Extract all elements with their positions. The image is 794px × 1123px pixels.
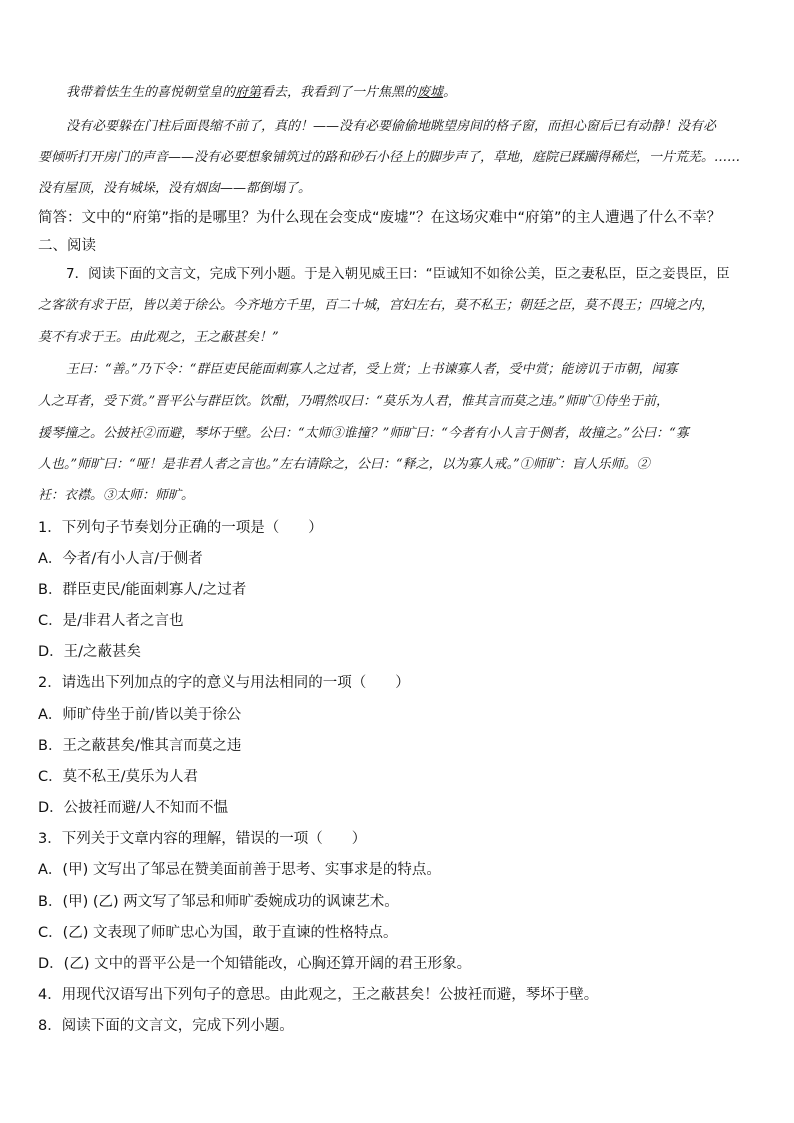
underlined-word-feixu: 废墟 — [417, 85, 444, 100]
passage-line: 没有必要躲在门柱后面畏缩不前了，真的！——没有必要偷偷地眺望房间的格子窗，而担心窗后已有动静！没有必 — [66, 119, 717, 134]
passage-line: 没有屋顶，没有城垛，没有烟囱——都倒塌了。 — [38, 181, 312, 196]
q7-passage2-line: 人也。”师旷曰：“哑！是非君人者之言也。”左右请除之，公曰：“释之，以为寡人戒。”①师旷：盲人乐师。② — [38, 457, 650, 472]
q7-line: 之客欲有求于臣，皆以美于徐公。今齐地方千里，百二十城，宫妇左右，莫不私王；朝廷之臣，莫不畏王；四境之内， — [38, 298, 715, 313]
section-heading: 二、阅读 — [38, 238, 96, 254]
text-segment: 。 — [443, 85, 457, 100]
option-3c: C．(乙) 文表现了师旷忠心为国，敢于直谏的性格特点。 — [38, 925, 398, 941]
q7-passage2-line: 援琴撞之。公披衽②而避，琴坏于壁。公曰：“太师③谁撞？”师旷曰：“今者有小人言于侧者，故撞之。”公曰：“寡 — [38, 426, 689, 441]
short-answer-question: 简答：文中的“府第”指的是哪里？为什么现在会变成“废墟”？在这场灾难中“府第”的主人遭遇了什么不幸？ — [38, 210, 722, 226]
text-segment: 看去，我看到了一片焦黑的 — [261, 85, 418, 100]
passage-paragraph-1 — [66, 81, 456, 100]
underlined-word-fudi: 府第 — [235, 85, 262, 100]
option-1d: D．王/之蔽甚矣 — [38, 644, 142, 660]
question-1: 1．下列句子节奏划分正确的一项是（ ） — [38, 520, 323, 536]
option-3a: A．(甲) 文写出了邹忌在赞美面前善于思考、实事求是的特点。 — [38, 862, 441, 878]
option-1b: B．群臣吏民/能面刺寡人/之过者 — [38, 582, 247, 598]
question-3: 3．下列关于文章内容的理解，错误的一项（ ） — [38, 831, 367, 847]
q7-line: 7．阅读下面的文言文，完成下列小题。于是入朝见威王曰：“臣诚知不如徐公美，臣之妻私臣，臣之妾畏臣，臣 — [66, 266, 730, 282]
option-3d: D．(乙) 文中的晋平公是一个知错能改，心胸还算开阔的君王形象。 — [38, 956, 472, 972]
question-8: 8．阅读下面的文言文，完成下列小题。 — [38, 1018, 294, 1034]
passage-line: 要倾听打开房门的声音——没有必要想象铺筑过的路和砂石小径上的脚步声了，草地，庭院已蹂躏得稀烂，一片荒芜。…… — [38, 150, 741, 165]
option-1a: A．今者/有小人言/于侧者 — [38, 551, 203, 567]
option-2a: A．师旷侍坐于前/皆以美于徐公 — [38, 707, 242, 723]
option-2d: D．公披衽而避/人不知而不愠 — [38, 800, 229, 816]
q7-line: 莫不有求于王。由此观之，王之蔽甚矣！” — [38, 330, 279, 345]
q7-passage2-line: 人之耳者，受下赏。”晋平公与群臣饮。饮酣，乃喟然叹曰：“莫乐为人君，惟其言而莫之违。”师旷①侍坐于前， — [38, 394, 669, 409]
question-4: 4．用现代汉语写出下列句子的意思。由此观之，王之蔽甚矣！公披衽而避，琴坏于壁。 — [38, 987, 599, 1003]
option-1c: C．是/非君人者之言也 — [38, 613, 184, 629]
q7-passage2-line: 衽：衣襟。③太师：师旷。 — [38, 488, 195, 503]
text-segment: 我带着怯生生的喜悦朝堂皇的 — [66, 85, 236, 100]
q7-passage2-line: 王曰：“善。”乃下令：“群臣吏民能面刺寡人之过者，受上赏；上书谏寡人者，受中赏；能谤讥于市朝，闻寡 — [66, 362, 678, 377]
option-3b: B．(甲) (乙) 两文写了邹忌和师旷委婉成功的讽谏艺术。 — [38, 894, 399, 910]
question-2: 2．请选出下列加点的字的意义与用法相同的一项（ ） — [38, 675, 410, 691]
option-2b: B．王之蔽甚矣/惟其言而莫之违 — [38, 738, 242, 754]
option-2c: C．莫不私王/莫乐为人君 — [38, 769, 199, 785]
